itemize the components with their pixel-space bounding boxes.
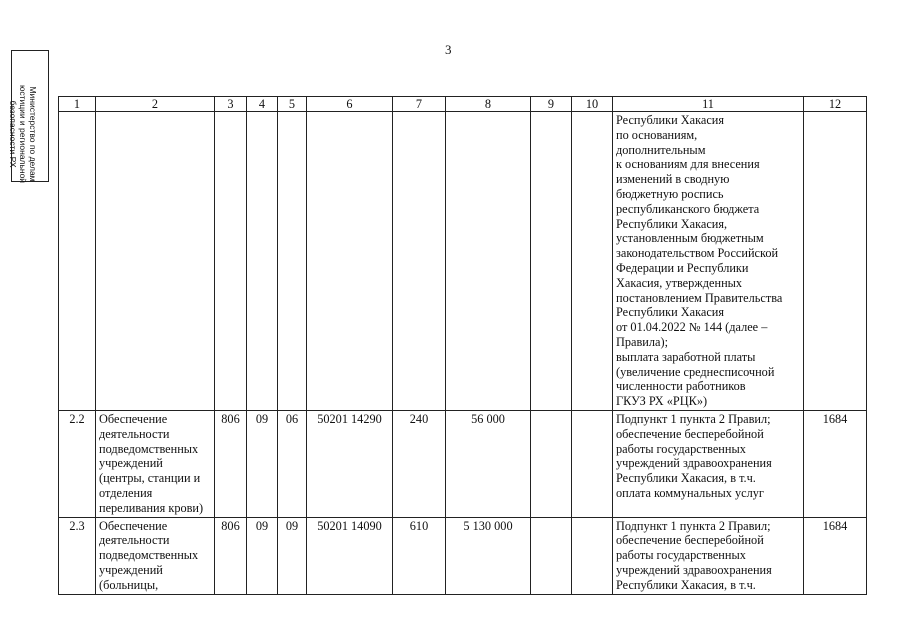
cell-col9 [531, 112, 572, 411]
cell-subsection: 06 [278, 410, 307, 517]
table-row [59, 410, 867, 517]
cell-col9 [531, 517, 572, 594]
cell-amount: 56 000 [446, 410, 531, 517]
cell-basis: Подпункт 1 пункта 2 Правил; обеспечение бесперебойной работы государственных учреждений здравоохранения Республики Хакасия, в т.ч. [613, 517, 804, 594]
cell-expense-type: 240 [393, 410, 446, 517]
stamp-line: безопасности РХ [8, 100, 18, 168]
stamp-line: юстиции и региональной [18, 84, 28, 184]
cell-subsection [278, 112, 307, 411]
cell-col10 [572, 517, 613, 594]
col-header: 10 [572, 97, 613, 112]
cell-basis: Республики Хакасия по основаниям, дополнительным к основаниям для внесения изменений в сводную бюджетную роспись республиканского бюджета Республики Хакасия, установленным бюджетным законодательством Российской Федерации и Республики Хакасия, утвержденных постановлением Правительства Республики Хакасия от 01.04.2022 № 144 (далее – Правила); выплата заработной платы (увеличение среднесписочной численности работников ГКУЗ РХ «РЦК») [613, 112, 804, 411]
col-header: 12 [804, 97, 867, 112]
col-header: 1 [59, 97, 96, 112]
cell-section: 09 [247, 517, 278, 594]
col-header: 4 [247, 97, 278, 112]
col-header: 5 [278, 97, 307, 112]
header-row [59, 97, 867, 112]
cell-number [59, 112, 96, 411]
cell-number: 2.3 [59, 517, 96, 594]
cell-expense-type [393, 112, 446, 411]
cell-col10 [572, 112, 613, 411]
cell-code: 806 [215, 410, 247, 517]
cell-target-article: 50201 14090 [307, 517, 393, 594]
cell-section: 09 [247, 410, 278, 517]
col-header: 6 [307, 97, 393, 112]
cell-basis: Подпункт 1 пункта 2 Правил; обеспечение бесперебойной работы государственных учреждений здравоохранения Республики Хакасия, в т.ч. оплата коммунальных услуг [613, 410, 804, 517]
table-row [59, 517, 867, 594]
cell-name: Обеспечение деятельности подведомственных учреждений (больницы, [96, 517, 215, 594]
cell-section [247, 112, 278, 411]
col-header: 9 [531, 97, 572, 112]
col-header: 8 [446, 97, 531, 112]
cell-code [215, 112, 247, 411]
cell-amount: 5 130 000 [446, 517, 531, 594]
cell-number: 2.2 [59, 410, 96, 517]
cell-col10 [572, 410, 613, 517]
stamp-line: Министерство по делам [28, 86, 38, 182]
col-header: 7 [393, 97, 446, 112]
stamp-text [8, 68, 38, 200]
page-number: 3 [445, 42, 452, 57]
cell-col12: 1684 [804, 517, 867, 594]
budget-table [58, 96, 867, 595]
cell-target-article: 50201 14290 [307, 410, 393, 517]
cell-name: Обеспечение деятельности подведомственных учреждений (центры, станции и отделения переливания крови) [96, 410, 215, 517]
col-header: 3 [215, 97, 247, 112]
cell-col12 [804, 112, 867, 411]
col-header: 2 [96, 97, 215, 112]
cell-subsection: 09 [278, 517, 307, 594]
cell-target-article [307, 112, 393, 411]
cell-col12: 1684 [804, 410, 867, 517]
cell-code: 806 [215, 517, 247, 594]
cell-amount [446, 112, 531, 411]
col-header: 11 [613, 97, 804, 112]
cell-expense-type: 610 [393, 517, 446, 594]
cell-name [96, 112, 215, 411]
table-row [59, 112, 867, 411]
cell-col9 [531, 410, 572, 517]
